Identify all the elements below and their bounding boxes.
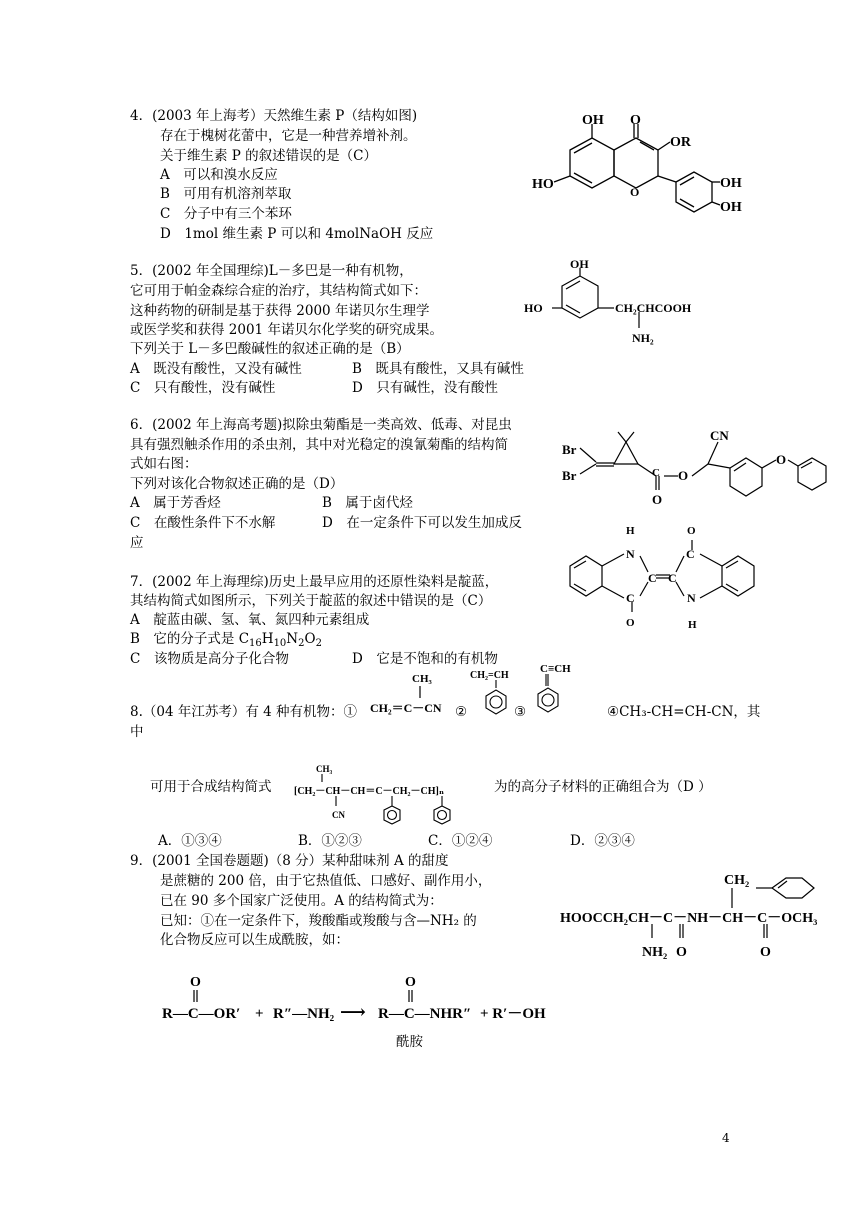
q9-fig-ch2: CH₂: [724, 873, 750, 888]
q9-fig-o2: O: [760, 945, 771, 960]
page-number: 4: [722, 1131, 730, 1145]
q6-fig-br1: Br: [562, 442, 577, 457]
q8-polymer-structure: [294, 760, 484, 832]
q6-option-d-cont: 应: [130, 535, 144, 551]
q4-fig-ho: HO: [532, 177, 554, 192]
reaction-plus-1: +: [255, 1006, 264, 1022]
q8-line-3-suffix: 为的高分子材料的正确组合为（D ）: [494, 779, 712, 795]
q5-line-2: 它可用于帕金森综合症的治疗，其结构简式如下：: [130, 283, 427, 299]
q6-fig-o2: O: [776, 452, 787, 467]
q4-line-1: 4．(2003 年上海考）天然维生素 P（结构如图): [130, 108, 418, 124]
q4-option-d: D 1mol 维生素 P 可以和 4molNaOH 反应: [160, 226, 434, 242]
q9-line-3: 已在 90 多个国家广泛使用。A 的结构简式为：: [160, 893, 443, 909]
q6-line-3: 式如右图：: [130, 456, 198, 472]
q8-line-1-prefix: 8.（04 年江苏考）有 4 种有机物：①: [130, 704, 358, 720]
q7-b-sub4: 2: [315, 638, 322, 649]
q8-fig-m3: C≡CH: [540, 663, 571, 675]
q8-marker-2: ②: [455, 704, 468, 720]
q6-option-c: C 在酸性条件下不水解: [130, 515, 276, 531]
reaction-o1: O: [190, 975, 201, 990]
q5-fig-oh: OH: [570, 257, 589, 271]
q4-fig-or: OR: [670, 135, 691, 150]
q7-fig-c3: C: [668, 571, 677, 585]
q9-fig-nh2: NH₂: [642, 945, 668, 960]
q7-fig-c4: C: [626, 591, 635, 605]
q9-line-1: 9．(2001 全国卷题题)（8 分）某种甜味剂 A 的甜度: [130, 853, 449, 869]
q7-option-c: C 该物质是高分子化合物: [130, 651, 289, 667]
q9-line-5: 化合物反应可以生成酰胺，如：: [160, 932, 349, 948]
reaction-arrow: ⟶: [340, 1002, 366, 1022]
q4-option-c: C 分子中有三个苯环: [160, 206, 292, 222]
q7-b-h: H: [261, 631, 274, 647]
q7-fig-o2: O: [626, 617, 635, 629]
reaction-amine: R″—NH₂: [273, 1006, 335, 1022]
q8-marker-3: ③: [514, 704, 527, 720]
reaction-ester: R—C—OR′: [162, 1006, 241, 1022]
q8-choice-c: C．①②④: [428, 833, 493, 849]
q7-fig-n1: N: [626, 547, 635, 561]
q4-fig-oh-r1: OH: [720, 176, 742, 191]
q4-option-b: B 可用有机溶剂萃取: [160, 186, 292, 202]
q8-line-2: 中: [130, 724, 144, 740]
vitamin-p-structure: [530, 110, 750, 225]
q8-line-1-suffix: ④CH₃-CH=CH-CN，其: [607, 704, 761, 720]
q7-fig-h2: H: [688, 619, 697, 631]
q5-option-c: C 只有酸性，没有碱性: [130, 380, 276, 396]
q8-choice-a: A．①③④: [158, 833, 222, 849]
q8-fig-p-main: [CH₂－CH－CH＝C－CH₂－CH]ₙ: [294, 786, 445, 797]
q6-option-d: D 在一定条件下可以发生加成反: [322, 515, 522, 531]
q7-b-o: O: [304, 631, 316, 647]
q8-choice-d: D．②③④: [570, 833, 635, 849]
reaction-o2: O: [405, 975, 416, 990]
q6-option-b: B 属于卤代烃: [322, 495, 413, 511]
q9-line-2: 是蔗糖的 200 倍，由于它热值低、口感好、副作用小，: [160, 873, 492, 889]
q7-b-sub1: 16: [249, 638, 262, 649]
q5-line-4: 或医学奖和获得 2001 年诺贝尔化学奖的研究成果。: [130, 322, 443, 338]
q4-fig-oh-top: OH: [582, 113, 604, 128]
l-dopa-structure: [522, 256, 712, 351]
q7-fig-h1: H: [626, 525, 635, 537]
q6-line-1: 6．(2002 年上海高考题)拟除虫菊酯是一类高效、低毒、对昆虫: [130, 417, 512, 433]
indigo-structure: [566, 524, 766, 634]
aspartame-structure: [556, 860, 836, 970]
q5-option-b: B 既具有酸性，又具有碱性: [352, 361, 524, 377]
q5-option-d: D 只有碱性，没有酸性: [352, 380, 498, 396]
q8-fig-p-ch3: CH₃: [316, 764, 333, 774]
q8-choice-b: B．①②③: [298, 833, 362, 849]
q4-line-3: 关于维生素 P 的叙述错误的是（C）: [160, 148, 377, 164]
q7-line-2: 其结构简式如图所示，下列关于靛蓝的叙述中错误的是（C）: [130, 593, 492, 609]
reaction-amide: R—C—NHR″: [378, 1006, 472, 1022]
q5-option-a: A 既没有酸性，又没有碱性: [130, 361, 302, 377]
q4-option-a: A 可以和溴水反应: [160, 167, 278, 183]
q5-fig-nh2: NH₂: [632, 331, 654, 345]
q6-line-2: 具有强烈触杀作用的杀虫剂，其中对光稳定的溴氰菊酯的结构简: [130, 437, 508, 453]
q5-fig-chain: CH₂CHCOOH: [615, 301, 692, 315]
q5-fig-ho: HO: [524, 301, 543, 315]
q4-fig-o-top: O: [630, 113, 641, 128]
q7-b-prefix: B 它的分子式是 C: [130, 631, 250, 647]
q8-fig-ch3: CH₃: [412, 673, 432, 685]
q9-line-4: 已知：①在一定条件下，羧酸酯或羧酸与含—NH₂ 的: [160, 913, 477, 929]
q5-line-3: 这种药物的研制是基于获得 2000 年诺贝尔生理学: [130, 303, 430, 319]
q8-monomer-1: [370, 668, 460, 718]
q5-line-1: 5．(2002 年全国理综)L－多巴是一种有机物，: [130, 263, 413, 279]
amide-label: 酰胺: [396, 1034, 423, 1050]
q8-line-3-prefix: 可用于合成结构简式: [150, 779, 272, 795]
q7-line-1: 7．(2002 年上海理综)历史上最早应用的还原性染料是靛蓝，: [130, 574, 499, 590]
q7-option-d: D 它是不饱和的有机物: [352, 651, 498, 667]
q7-fig-c1: C: [686, 547, 695, 561]
q6-fig-cn: CN: [710, 428, 729, 443]
q8-fig-p-cn: CN: [332, 810, 345, 820]
q4-line-2: 存在于槐树花蕾中，它是一种营养增补剂。: [160, 128, 417, 144]
q6-option-a: A 属于芳香烃: [130, 495, 221, 511]
q7-b-sub3: 2: [298, 638, 305, 649]
q5-line-5: 下列关于 L－多巴酸碱性的叙述正确的是（B）: [130, 341, 410, 357]
q8-fig-m2: CH₂=CH: [470, 670, 509, 681]
q8-monomer-2: [470, 668, 520, 720]
q4-fig-oh-r2: OH: [720, 200, 742, 215]
q7-b-n: N: [286, 631, 299, 647]
q6-fig-o1: O: [678, 468, 689, 483]
q7-fig-o1: O: [687, 525, 696, 537]
q9-fig-main: HOOCCH₂CH－C－NH－CH－C－OCH₃: [560, 911, 818, 926]
q8-monomer-3: [528, 660, 584, 720]
q6-line-4: 下列对该化合物叙述正确的是（D）: [130, 476, 344, 492]
q6-fig-br2: Br: [562, 468, 577, 483]
q7-fig-n2: N: [687, 591, 696, 605]
amide-reaction-equation: [160, 968, 580, 1028]
q7-b-sub2: 10: [273, 638, 287, 649]
q7-fig-c2: C: [648, 571, 657, 585]
q6-fig-c: C: [652, 467, 660, 479]
reaction-plus-2: + R′－OH: [480, 1006, 546, 1022]
q8-fig-m1: CH₂＝C－CN: [370, 701, 442, 715]
q9-fig-o1: O: [676, 945, 687, 960]
q6-fig-o-dbl: O: [652, 492, 663, 507]
deltamethrin-structure: [560, 418, 830, 508]
q7-option-a: A 靛蓝由碳、氢、氧、氮四种元素组成: [130, 612, 370, 628]
q4-fig-o-ring: O: [630, 185, 640, 199]
